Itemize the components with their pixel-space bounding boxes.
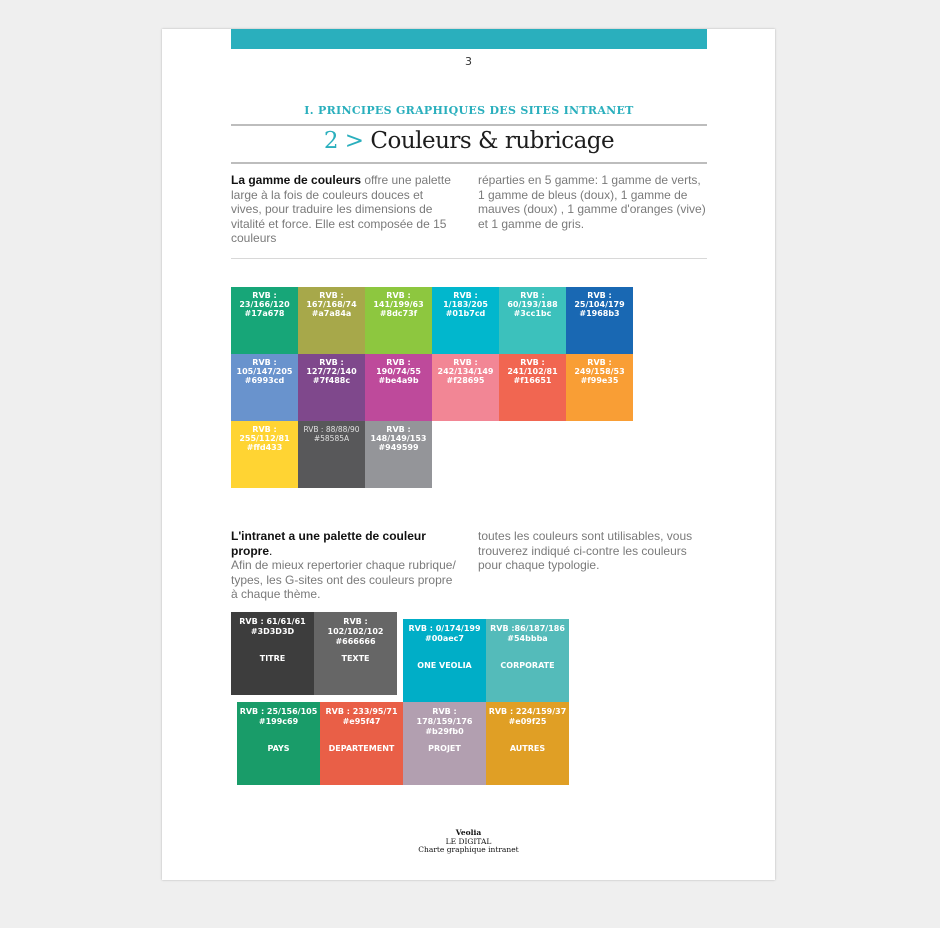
swatch-rgb: 190/74/55 <box>376 367 421 376</box>
palette-swatch <box>298 354 365 421</box>
swatch-label: RVB : <box>520 358 545 367</box>
footer-brand: Veolia <box>455 828 482 837</box>
swatch-label: RVB : <box>386 358 411 367</box>
tile-rgb: RVB :86/187/186 <box>490 624 565 633</box>
palette-swatch <box>231 287 298 354</box>
tile-hex: #199c69 <box>258 717 299 726</box>
swatch-hex: #be4a9b <box>378 376 419 385</box>
tile-rgb: RVB : 233/95/71 <box>325 707 398 716</box>
swatch-rgb: 141/199/63 <box>373 300 424 309</box>
footer-line-3: Charte graphique intranet <box>418 845 519 854</box>
heading-title: Couleurs & rubricage <box>370 128 615 154</box>
tile-name: DEPARTEMENT <box>328 744 395 753</box>
tile-rgb: RVB : 25/156/105 <box>239 707 318 716</box>
tile-hex: #54bbba <box>507 634 548 643</box>
tile-hex: #3D3D3D <box>250 627 295 636</box>
swatch-label: RVB : <box>386 425 411 434</box>
intro-paragraph-right: réparties en 5 gamme: 1 gamme de verts, 1 gamme de bleus (doux), 1 gamme de mauves (doux) , 1 gamme d'oranges (vive) et 1 gamme de gris. <box>478 173 706 231</box>
swatch-hex: #f28695 <box>446 376 485 385</box>
swatch-rgb: 148/149/153 <box>370 434 427 443</box>
page-heading <box>231 128 707 154</box>
document-page <box>162 29 775 880</box>
typology-tile-texte <box>314 612 397 695</box>
swatch-hex: #ffd433 <box>246 443 283 452</box>
palette-swatch <box>566 354 633 421</box>
swatch-label: RVB : <box>386 291 411 300</box>
swatch-rgb: 23/166/120 <box>239 300 290 309</box>
tile-hex: #e09f25 <box>508 717 547 726</box>
header-color-bar <box>231 29 707 49</box>
palette-swatch <box>499 287 566 354</box>
swatch-rgb: 105/147/205 <box>236 367 293 376</box>
intro-paragraph-left <box>231 173 457 246</box>
swatch-hex: #58585A <box>313 434 350 443</box>
swatch-hex: #6993cd <box>244 376 285 385</box>
tile-name: CORPORATE <box>500 661 555 670</box>
swatch-label: RVB : <box>319 291 344 300</box>
swatch-label: RVB : <box>252 358 277 367</box>
typology-tile-corporate <box>486 619 569 702</box>
tile-name: AUTRES <box>509 744 546 753</box>
swatch-hex: #949599 <box>378 443 419 452</box>
tile-rgb: RVB : 178/159/176 <box>416 707 473 726</box>
typology-tile-one-veolia <box>403 619 486 702</box>
intranet-paragraph-right: toutes les couleurs sont utilisables, vous trouverez indiqué ci-contre les couleurs pour chaque typologie. <box>478 529 693 572</box>
swatch-label: RVB : <box>587 291 612 300</box>
typology-tile-pays <box>237 702 320 785</box>
typology-tile-autres <box>486 702 569 785</box>
intro-bold: La gamme de couleurs <box>231 173 362 187</box>
swatch-label: RVB : <box>520 291 545 300</box>
swatch-label: RVB : <box>252 425 277 434</box>
page-number: 3 <box>465 55 472 68</box>
swatch-rgb: 241/102/81 <box>507 367 558 376</box>
swatch-label: RVB : 88/88/90 <box>303 425 360 434</box>
tile-rgb: RVB : 224/159/37 <box>488 707 567 716</box>
swatch-label: RVB : <box>587 358 612 367</box>
tile-name: TITRE <box>259 654 286 663</box>
tile-name: TEXTE <box>341 654 370 663</box>
section-divider <box>231 258 707 259</box>
heading-number: 2 > <box>323 128 364 154</box>
tile-hex: #e95f47 <box>342 717 381 726</box>
tile-rgb: RVB : 0/174/199 <box>408 624 481 633</box>
palette-swatch <box>432 287 499 354</box>
swatch-hex: #7f488c <box>312 376 351 385</box>
palette-swatch <box>298 421 365 488</box>
intranet-bold: L'intranet a une palette de couleur propre <box>231 529 426 558</box>
heading-rule-bottom <box>231 162 707 164</box>
tile-hex: #b29fb0 <box>425 727 464 736</box>
swatch-hex: #f99e35 <box>580 376 619 385</box>
footer <box>162 829 775 855</box>
palette-swatch <box>231 354 298 421</box>
palette-swatch <box>365 287 432 354</box>
footer-line-2: LE DIGITAL <box>445 836 492 846</box>
swatch-rgb: 60/193/188 <box>507 300 558 309</box>
swatch-label: RVB : <box>252 291 277 300</box>
tile-rgb: RVB : 61/61/61 <box>239 617 306 626</box>
swatch-hex: #8dc73f <box>379 309 418 318</box>
intranet-paragraph-left: L'intranet a une palette de couleur propre. Afin de mieux repertorier chaque rubrique/ types, les G-sites ont des couleurs propre à chaque thème. <box>231 529 456 601</box>
swatch-label: RVB : <box>453 358 478 367</box>
swatch-rgb: 127/72/140 <box>306 367 357 376</box>
typology-tile-projet <box>403 702 486 785</box>
palette-swatch <box>432 354 499 421</box>
tile-hex: #00aec7 <box>425 634 464 643</box>
tile-name: PROJET <box>428 744 461 753</box>
swatch-rgb: 25/104/179 <box>574 300 625 309</box>
tile-hex: #666666 <box>335 637 376 646</box>
swatch-rgb: 1/183/205 <box>443 300 488 309</box>
swatch-hex: #17a678 <box>244 309 285 318</box>
swatch-rgb: 249/158/53 <box>574 367 625 376</box>
swatch-rgb: 242/134/149 <box>437 367 494 376</box>
section-title: I. PRINCIPES GRAPHIQUES DES SITES INTRANET <box>304 104 634 117</box>
palette-swatch <box>298 287 365 354</box>
palette-swatch <box>499 354 566 421</box>
palette-swatch <box>231 421 298 488</box>
tile-rgb: RVB : 102/102/102 <box>327 617 384 636</box>
palette-swatch <box>365 421 432 488</box>
palette-swatch <box>566 287 633 354</box>
swatch-hex: #01b7cd <box>445 309 486 318</box>
heading-rule-top <box>231 124 707 126</box>
swatch-rgb: 255/112/81 <box>239 434 290 443</box>
palette-swatch <box>365 354 432 421</box>
swatch-hex: #3cc1bc <box>513 309 552 318</box>
swatch-hex: #1968b3 <box>579 309 620 318</box>
typology-tile-titre <box>231 612 314 695</box>
swatch-label: RVB : <box>453 291 478 300</box>
swatch-rgb: 167/168/74 <box>306 300 357 309</box>
tile-name: PAYS <box>267 744 290 753</box>
intro-text-left: offre une palette large à la fois de couleurs douces et vives, pour traduire les dimensions de vitalité et force. Elle est composée de 15 couleurs <box>231 173 451 245</box>
typology-tile-departement <box>320 702 403 785</box>
intranet-text-left: Afin de mieux repertorier chaque rubrique/ types, les G-sites ont des couleurs propre à chaque thème. <box>231 558 456 601</box>
swatch-label: RVB : <box>319 358 344 367</box>
swatch-hex: #a7a84a <box>311 309 352 318</box>
swatch-hex: #f16651 <box>513 376 552 385</box>
tile-name: ONE VEOLIA <box>417 661 472 670</box>
